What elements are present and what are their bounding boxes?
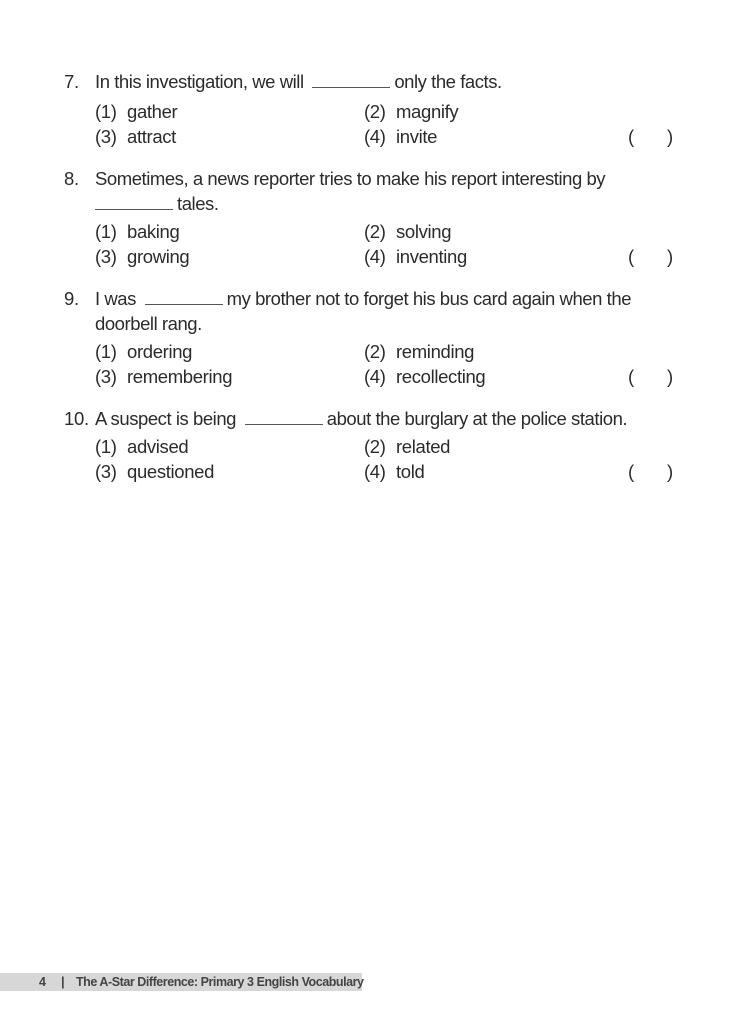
footer-separator: | <box>61 974 65 989</box>
option-4[interactable] <box>364 126 437 148</box>
option-2[interactable] <box>364 101 458 123</box>
option-text: told <box>396 461 425 482</box>
option-text: ordering <box>127 341 193 362</box>
option-number: (3) <box>95 366 117 387</box>
option-2[interactable] <box>364 221 451 243</box>
stem-text-after: tales. <box>177 193 219 214</box>
answer-paren-open: ( <box>628 366 635 387</box>
option-1[interactable] <box>95 341 192 363</box>
option-text: attract <box>127 126 176 147</box>
option-number: (4) <box>364 366 386 387</box>
option-text: magnify <box>396 101 459 122</box>
option-text: recollecting <box>396 366 486 387</box>
option-4[interactable] <box>364 246 467 268</box>
stem-text-before: doorbell rang. <box>95 313 202 334</box>
option-number: (3) <box>95 246 117 267</box>
answer-paren-open: ( <box>628 126 635 147</box>
stem-text-before: Sometimes, a news reporter tries to make his report interesting by <box>95 168 606 189</box>
option-number: (4) <box>364 246 386 267</box>
question-number: 9. <box>64 288 79 309</box>
option-3[interactable] <box>95 126 176 148</box>
question-number: 10. <box>64 408 89 429</box>
question-stem-line <box>95 168 605 190</box>
option-text: remembering <box>127 366 233 387</box>
stem-text-before: I was <box>95 288 136 309</box>
option-3[interactable] <box>95 246 189 268</box>
answer-blank <box>95 194 173 210</box>
answer-blank <box>312 72 390 88</box>
question-number: 8. <box>64 168 79 189</box>
answer-paren-close: ) <box>667 461 674 482</box>
answer-paren-open: ( <box>628 461 635 482</box>
option-4[interactable] <box>364 461 424 483</box>
option-number: (2) <box>364 341 386 362</box>
option-2[interactable] <box>364 436 450 458</box>
option-text: questioned <box>127 461 215 482</box>
option-number: (2) <box>364 221 386 242</box>
option-number: (3) <box>95 126 117 147</box>
answer-paren-open: ( <box>628 246 635 267</box>
stem-text-before: A suspect is being <box>95 408 237 429</box>
stem-text-after: my brother not to forget his bus card again when the <box>226 288 632 309</box>
option-number: (2) <box>364 436 386 457</box>
option-number: (4) <box>364 461 386 482</box>
option-text: inventing <box>396 246 467 267</box>
option-text: gather <box>127 101 178 122</box>
option-number: (2) <box>364 101 386 122</box>
answer-blank <box>145 289 223 305</box>
option-text: reminding <box>396 341 475 362</box>
question-stem-line <box>95 313 202 335</box>
option-4[interactable] <box>364 366 485 388</box>
stem-text-before: In this investigation, we will <box>95 71 304 92</box>
stem-text-after: about the burglary at the police station. <box>326 408 628 429</box>
option-text: growing <box>127 246 190 267</box>
option-1[interactable] <box>95 436 188 458</box>
option-number: (1) <box>95 436 117 457</box>
option-text: related <box>396 436 451 457</box>
question-number: 7. <box>64 71 79 92</box>
question-stem-line <box>95 193 219 215</box>
book-title: The A-Star Difference: Primary 3 English Vocabulary <box>76 975 364 989</box>
question-stem-line <box>95 288 631 310</box>
question-stem-line <box>95 408 627 430</box>
option-2[interactable] <box>364 341 474 363</box>
option-3[interactable] <box>95 461 214 483</box>
stem-text-after: only the facts. <box>394 71 502 92</box>
answer-paren-close: ) <box>667 246 674 267</box>
option-1[interactable] <box>95 101 177 123</box>
answer-paren-close: ) <box>667 126 674 147</box>
option-text: invite <box>396 126 438 147</box>
option-text: baking <box>127 221 180 242</box>
option-number: (1) <box>95 101 117 122</box>
option-number: (3) <box>95 461 117 482</box>
option-number: (4) <box>364 126 386 147</box>
answer-blank <box>245 409 323 425</box>
page-number: 4 <box>39 975 46 989</box>
option-number: (1) <box>95 341 117 362</box>
option-3[interactable] <box>95 366 232 388</box>
question-stem-line <box>95 71 502 93</box>
option-text: solving <box>396 221 452 242</box>
answer-paren-close: ) <box>667 366 674 387</box>
option-number: (1) <box>95 221 117 242</box>
option-1[interactable] <box>95 221 179 243</box>
option-text: advised <box>127 436 189 457</box>
